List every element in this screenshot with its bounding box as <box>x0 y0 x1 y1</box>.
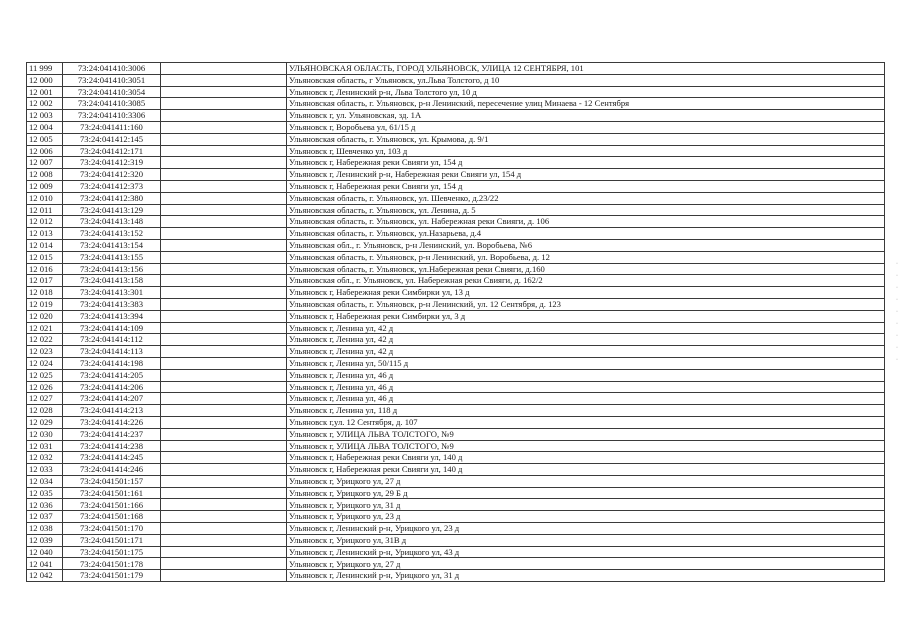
table-row <box>27 169 885 181</box>
row-number: 12 023 <box>27 346 63 358</box>
cadastral-number: 73:24:041501:170 <box>63 523 161 535</box>
row-number: 12 041 <box>27 558 63 570</box>
empty-cell <box>161 98 287 110</box>
address-cell: Ульяновск г, Ленинский р-н, Урицкого ул, 31 д <box>287 570 885 582</box>
address-cell: Ульяновск г, Урицкого ул, 27 д <box>287 558 885 570</box>
empty-cell <box>161 334 287 346</box>
address-cell: Ульяновск г, Ленина ул, 42 д <box>287 322 885 334</box>
table-row <box>27 63 885 75</box>
empty-cell <box>161 499 287 511</box>
address-cell: Ульяновск г,ул. 12 Сентября, д. 107 <box>287 416 885 428</box>
cadastral-number: 73:24:041501:161 <box>63 487 161 499</box>
table-row <box>27 275 885 287</box>
row-number: 12 042 <box>27 570 63 582</box>
cadastral-number: 73:24:041414:109 <box>63 322 161 334</box>
cadastral-number: 73:24:041412:171 <box>63 145 161 157</box>
row-number: 12 027 <box>27 393 63 405</box>
table-row <box>27 86 885 98</box>
table-row <box>27 393 885 405</box>
row-number: 12 011 <box>27 204 63 216</box>
cadastral-number: 73:24:041410:3085 <box>63 98 161 110</box>
cadastral-number: 73:24:041501:179 <box>63 570 161 582</box>
address-cell: Ульяновск г, Ленина ул, 118 д <box>287 405 885 417</box>
cadastral-number: 73:24:041413:383 <box>63 298 161 310</box>
cadastral-number: 73:24:041410:3006 <box>63 63 161 75</box>
address-cell: Ульяновск г, Ленина ул, 46 д <box>287 381 885 393</box>
cadastral-number: 73:24:041501:171 <box>63 534 161 546</box>
empty-cell <box>161 169 287 181</box>
empty-cell <box>161 346 287 358</box>
table-row <box>27 310 885 322</box>
row-number: 12 025 <box>27 369 63 381</box>
empty-cell <box>161 464 287 476</box>
empty-cell <box>161 86 287 98</box>
row-number: 12 024 <box>27 357 63 369</box>
row-number: 12 007 <box>27 157 63 169</box>
address-cell: Ульяновск г, Набережная реки Свияги ул, 154 д <box>287 180 885 192</box>
row-number: 12 029 <box>27 416 63 428</box>
table-row <box>27 570 885 582</box>
empty-cell <box>161 405 287 417</box>
cadastral-number: 73:24:041414:237 <box>63 428 161 440</box>
empty-cell <box>161 357 287 369</box>
cadastral-number: 73:24:041413:152 <box>63 228 161 240</box>
address-cell: Ульяновск г, Ленинский р-н, Урицкого ул, 43 д <box>287 546 885 558</box>
cadastral-number: 73:24:041412:320 <box>63 169 161 181</box>
row-number: 12 036 <box>27 499 63 511</box>
row-number: 12 033 <box>27 464 63 476</box>
row-number: 12 016 <box>27 263 63 275</box>
address-cell: Ульяновск г, УЛИЦА ЛЬВА ТОЛСТОГО, №9 <box>287 428 885 440</box>
table-row <box>27 145 885 157</box>
address-cell: Ульяновская область, г. Ульяновск, ул. Крымова, д. 9/1 <box>287 133 885 145</box>
empty-cell <box>161 228 287 240</box>
empty-cell <box>161 180 287 192</box>
table-row <box>27 157 885 169</box>
address-cell: Ульяновская область, г Ульяновск, ул.Льва Толстого, д 10 <box>287 74 885 86</box>
table-row <box>27 98 885 110</box>
address-cell: Ульяновская область, г. Ульяновск, р-н Ленинский, ул. Воробьева, д. 12 <box>287 251 885 263</box>
table-row <box>27 334 885 346</box>
table-row <box>27 416 885 428</box>
empty-cell <box>161 369 287 381</box>
empty-cell <box>161 263 287 275</box>
table-row <box>27 180 885 192</box>
scan-margin-marks: · · · · · · · · · <box>896 261 898 363</box>
row-number: 12 037 <box>27 511 63 523</box>
table-row <box>27 346 885 358</box>
row-number: 12 013 <box>27 228 63 240</box>
empty-cell <box>161 121 287 133</box>
row-number: 12 021 <box>27 322 63 334</box>
address-cell: Ульяновская область, г. Ульяновск, ул.Набережная реки Свияги, д.160 <box>287 263 885 275</box>
empty-cell <box>161 534 287 546</box>
row-number: 12 040 <box>27 546 63 558</box>
table-row <box>27 511 885 523</box>
address-cell: Ульяновск г, Ленинский р-н, Набережная реки Свияги ул, 154 д <box>287 169 885 181</box>
empty-cell <box>161 145 287 157</box>
table-row <box>27 228 885 240</box>
address-cell: УЛЬЯНОВСКАЯ ОБЛАСТЬ, ГОРОД УЛЬЯНОВСК, УЛИЦА 12 СЕНТЯБРЯ, 101 <box>287 63 885 75</box>
address-cell: Ульяновская область, г. Ульяновск, р-н Ленинский, пересечение улиц Минаева - 12 Сентября <box>287 98 885 110</box>
row-number: 12 012 <box>27 216 63 228</box>
address-cell: Ульяновск г, Ленина ул, 46 д <box>287 369 885 381</box>
address-cell: Ульяновск г, Ленина ул, 46 д <box>287 393 885 405</box>
cadastral-number: 73:24:041501:175 <box>63 546 161 558</box>
table-row <box>27 298 885 310</box>
cadastral-number: 73:24:041414:112 <box>63 334 161 346</box>
empty-cell <box>161 546 287 558</box>
address-cell: Ульяновск г, Урицкого ул, 29 Б д <box>287 487 885 499</box>
cadastral-number: 73:24:041413:394 <box>63 310 161 322</box>
empty-cell <box>161 487 287 499</box>
cadastral-number: 73:24:041414:245 <box>63 452 161 464</box>
row-number: 12 008 <box>27 169 63 181</box>
address-cell: Ульяновск г, Урицкого ул, 27 д <box>287 475 885 487</box>
empty-cell <box>161 558 287 570</box>
cadastral-number: 73:24:041413:154 <box>63 239 161 251</box>
row-number: 12 022 <box>27 334 63 346</box>
table-row <box>27 558 885 570</box>
empty-cell <box>161 475 287 487</box>
table-row <box>27 133 885 145</box>
cadastral-number: 73:24:041414:207 <box>63 393 161 405</box>
address-cell: Ульяновск г, Набережная реки Симбирки ул, 3 д <box>287 310 885 322</box>
table-row <box>27 440 885 452</box>
empty-cell <box>161 287 287 299</box>
table-row <box>27 251 885 263</box>
address-cell: Ульяновск г, ул. Ульяновская, зд. 1А <box>287 110 885 122</box>
cadastral-number: 73:24:041410:3051 <box>63 74 161 86</box>
cadastral-number: 73:24:041410:3054 <box>63 86 161 98</box>
empty-cell <box>161 251 287 263</box>
empty-cell <box>161 416 287 428</box>
row-number: 12 010 <box>27 192 63 204</box>
address-cell: Ульяновск г, Ленина ул, 42 д <box>287 346 885 358</box>
table-row <box>27 192 885 204</box>
row-number: 12 001 <box>27 86 63 98</box>
empty-cell <box>161 298 287 310</box>
table-row <box>27 499 885 511</box>
table-row <box>27 523 885 535</box>
cadastral-number: 73:24:041413:148 <box>63 216 161 228</box>
row-number: 12 032 <box>27 452 63 464</box>
registry-table <box>26 62 885 582</box>
cadastral-number: 73:24:041414:246 <box>63 464 161 476</box>
row-number: 12 035 <box>27 487 63 499</box>
cadastral-number: 73:24:041414:213 <box>63 405 161 417</box>
table-row <box>27 428 885 440</box>
empty-cell <box>161 204 287 216</box>
address-cell: Ульяновск г, Набережная реки Симбирки ул, 13 д <box>287 287 885 299</box>
empty-cell <box>161 110 287 122</box>
row-number: 12 020 <box>27 310 63 322</box>
cadastral-number: 73:24:041413:158 <box>63 275 161 287</box>
empty-cell <box>161 511 287 523</box>
cadastral-number: 73:24:041412:373 <box>63 180 161 192</box>
address-cell: Ульяновская обл., г. Ульяновск, р-н Ленинский, ул. Воробьева, №6 <box>287 239 885 251</box>
table-row <box>27 452 885 464</box>
address-cell: Ульяновская область, г. Ульяновск, ул. Ленина, д. 5 <box>287 204 885 216</box>
row-number: 12 018 <box>27 287 63 299</box>
cadastral-number: 73:24:041414:206 <box>63 381 161 393</box>
address-cell: Ульяновск г, Ленина ул, 50/115 д <box>287 357 885 369</box>
address-cell: Ульяновская область, г. Ульяновск, ул.Назарьева, д.4 <box>287 228 885 240</box>
row-number: 11 999 <box>27 63 63 75</box>
address-cell: Ульяновская область, г. Ульяновск, р-н Ленинский, ул. 12 Сентября, д. 123 <box>287 298 885 310</box>
empty-cell <box>161 74 287 86</box>
table-row <box>27 239 885 251</box>
cadastral-number: 73:24:041413:155 <box>63 251 161 263</box>
address-cell: Ульяновск г, Набережная реки Свияги ул, 140 д <box>287 452 885 464</box>
address-cell: Ульяновск г, Ленинский р-н, Урицкого ул, 23 д <box>287 523 885 535</box>
address-cell: Ульяновск г, УЛИЦА ЛЬВА ТОЛСТОГО, №9 <box>287 440 885 452</box>
table-row <box>27 263 885 275</box>
table-row <box>27 110 885 122</box>
address-cell: Ульяновск г, Урицкого ул, 23 д <box>287 511 885 523</box>
address-cell: Ульяновск г, Урицкого ул, 31В д <box>287 534 885 546</box>
table-row <box>27 357 885 369</box>
row-number: 12 030 <box>27 428 63 440</box>
empty-cell <box>161 157 287 169</box>
row-number: 12 034 <box>27 475 63 487</box>
empty-cell <box>161 63 287 75</box>
cadastral-number: 73:24:041501:168 <box>63 511 161 523</box>
table-row <box>27 287 885 299</box>
table-row <box>27 464 885 476</box>
table-row <box>27 74 885 86</box>
address-cell: Ульяновская область, г. Ульяновск, ул. Набережная реки Свияги, д. 106 <box>287 216 885 228</box>
row-number: 12 002 <box>27 98 63 110</box>
row-number: 12 026 <box>27 381 63 393</box>
row-number: 12 003 <box>27 110 63 122</box>
table-row <box>27 381 885 393</box>
address-cell: Ульяновск г, Ленинский р-н, Льва Толстого ул, 10 д <box>287 86 885 98</box>
table-row <box>27 534 885 546</box>
row-number: 12 019 <box>27 298 63 310</box>
row-number: 12 004 <box>27 121 63 133</box>
cadastral-number: 73:24:041413:129 <box>63 204 161 216</box>
cadastral-number: 73:24:041414:198 <box>63 357 161 369</box>
empty-cell <box>161 239 287 251</box>
table-row <box>27 322 885 334</box>
table-row <box>27 369 885 381</box>
address-cell: Ульяновск г, Набережная реки Свияги ул, 154 д <box>287 157 885 169</box>
table-row <box>27 475 885 487</box>
cadastral-number: 73:24:041412:380 <box>63 192 161 204</box>
cadastral-number: 73:24:041413:156 <box>63 263 161 275</box>
cadastral-number: 73:24:041411:160 <box>63 121 161 133</box>
cadastral-number: 73:24:041412:319 <box>63 157 161 169</box>
empty-cell <box>161 452 287 464</box>
empty-cell <box>161 216 287 228</box>
row-number: 12 038 <box>27 523 63 535</box>
address-cell: Ульяновск г, Шевченко ул, 103 д <box>287 145 885 157</box>
cadastral-number: 73:24:041414:238 <box>63 440 161 452</box>
empty-cell <box>161 275 287 287</box>
row-number: 12 028 <box>27 405 63 417</box>
empty-cell <box>161 133 287 145</box>
empty-cell <box>161 381 287 393</box>
empty-cell <box>161 523 287 535</box>
address-cell: Ульяновск г, Воробьева ул, 61/15 д <box>287 121 885 133</box>
row-number: 12 009 <box>27 180 63 192</box>
empty-cell <box>161 570 287 582</box>
cadastral-number: 73:24:041414:113 <box>63 346 161 358</box>
cadastral-number: 73:24:041501:157 <box>63 475 161 487</box>
address-cell: Ульяновск г, Ленина ул, 42 д <box>287 334 885 346</box>
address-cell: Ульяновская обл., г. Ульяновск, ул. Набережная реки Свияги, д. 162/2 <box>287 275 885 287</box>
address-cell: Ульяновск г, Набережная реки Свияги ул, 140 д <box>287 464 885 476</box>
cadastral-number: 73:24:041412:145 <box>63 133 161 145</box>
table-row <box>27 405 885 417</box>
cadastral-number: 73:24:041414:205 <box>63 369 161 381</box>
cadastral-number: 73:24:041501:166 <box>63 499 161 511</box>
table-row <box>27 487 885 499</box>
table-row <box>27 121 885 133</box>
empty-cell <box>161 440 287 452</box>
table-row <box>27 204 885 216</box>
row-number: 12 000 <box>27 74 63 86</box>
address-cell: Ульяновск г, Урицкого ул, 31 д <box>287 499 885 511</box>
row-number: 12 015 <box>27 251 63 263</box>
empty-cell <box>161 310 287 322</box>
empty-cell <box>161 393 287 405</box>
address-cell: Ульяновская область, г. Ульяновск, ул. Шевченко, д.23/22 <box>287 192 885 204</box>
empty-cell <box>161 322 287 334</box>
cadastral-number: 73:24:041501:178 <box>63 558 161 570</box>
row-number: 12 014 <box>27 239 63 251</box>
row-number: 12 005 <box>27 133 63 145</box>
cadastral-number: 73:24:041413:301 <box>63 287 161 299</box>
table-row <box>27 546 885 558</box>
row-number: 12 031 <box>27 440 63 452</box>
table-row <box>27 216 885 228</box>
cadastral-number: 73:24:041414:226 <box>63 416 161 428</box>
cadastral-number: 73:24:041410:3306 <box>63 110 161 122</box>
row-number: 12 039 <box>27 534 63 546</box>
empty-cell <box>161 428 287 440</box>
row-number: 12 017 <box>27 275 63 287</box>
row-number: 12 006 <box>27 145 63 157</box>
empty-cell <box>161 192 287 204</box>
registry-table-body <box>27 63 885 582</box>
